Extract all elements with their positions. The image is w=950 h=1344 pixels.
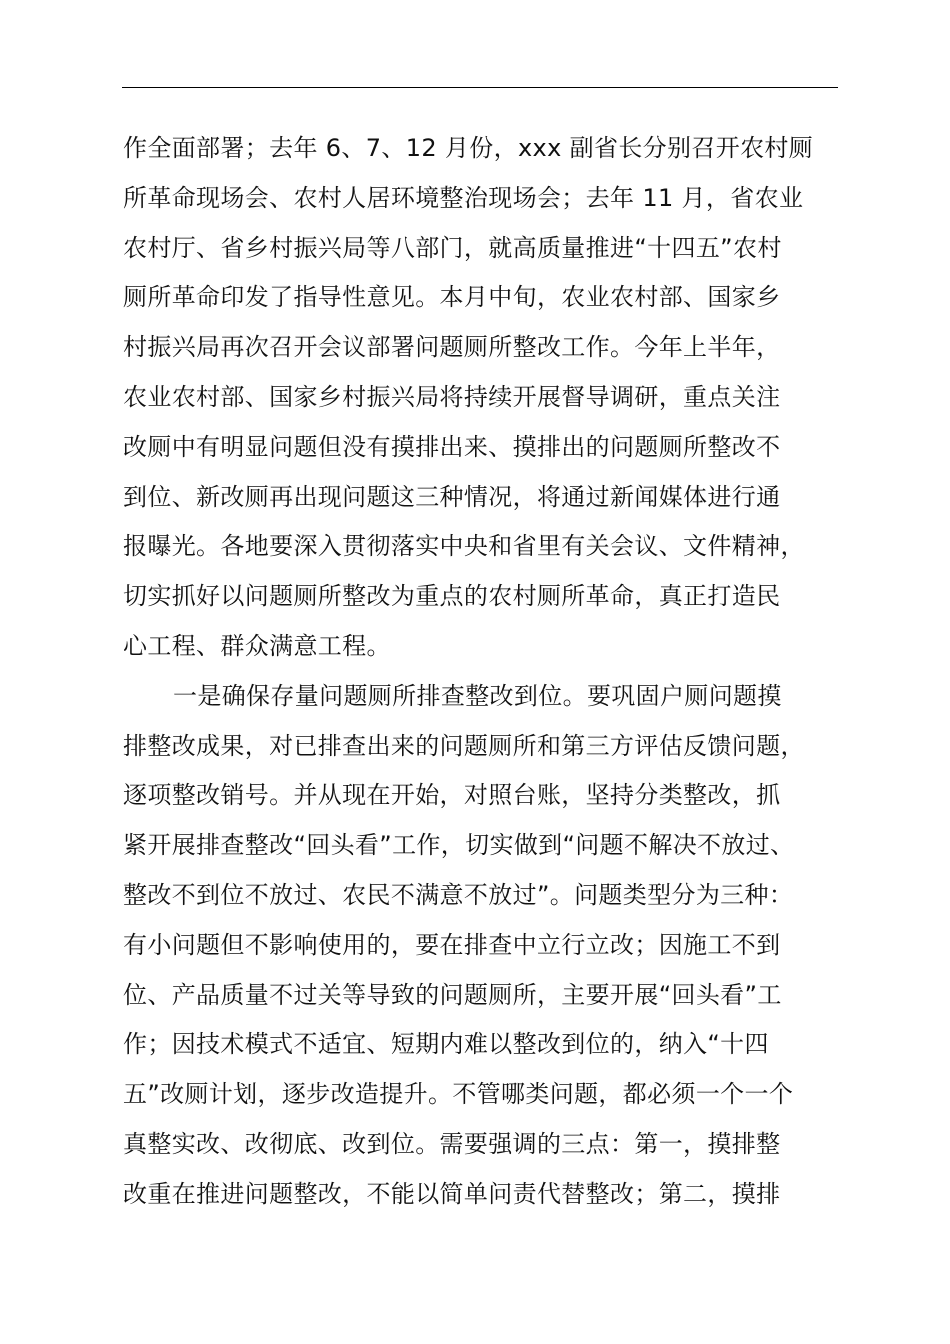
text-line: 所革命现场会、农村人居环境整治现场会；去年 11 月，省农业 <box>123 183 804 212</box>
text-line: 排整改成果，对已排查出来的问题厕所和第三方评估反馈问题， <box>123 731 805 760</box>
text-line: 五”改厕计划，逐步改造提升。不管哪类问题，都必须一个一个 <box>123 1080 794 1109</box>
text-line: 农村厅、省乡村振兴局等八部门，就高质量推进“十四五”农村 <box>123 233 782 262</box>
text-line: 农业农村部、国家乡村振兴局将持续开展督导调研，重点关注 <box>123 382 781 411</box>
text-line: 切实抓好以问题厕所整改为重点的农村厕所革命，真正打造民 <box>123 582 781 611</box>
text-line: 位、产品质量不过关等导致的问题厕所，主要开展“回头看”工 <box>123 980 782 1009</box>
text-line: 改厕中有明显问题但没有摸排出来、摸排出的问题厕所整改不 <box>123 432 781 461</box>
text-line: 村振兴局再次召开会议部署问题厕所整改工作。今年上半年， <box>123 333 781 362</box>
text-line: 真整实改、改彻底、改到位。需要强调的三点：第一，摸排整 <box>123 1129 781 1158</box>
text-line: 到位、新改厕再出现问题这三种情况，将通过新闻媒体进行通 <box>123 482 781 511</box>
paragraph-start-line: 一是确保存量问题厕所排查整改到位。要巩固户厕问题摸 <box>173 681 782 710</box>
text-line: 厕所革命印发了指导性意见。本月中旬，农业农村部、国家乡 <box>123 283 781 312</box>
header-rule <box>122 87 838 88</box>
text-line: 整改不到位不放过、农民不满意不放过”。问题类型分为三种： <box>123 880 794 909</box>
text-line: 有小问题但不影响使用的，要在排查中立行立改；因施工不到 <box>123 930 781 959</box>
text-line: 紧开展排查整改“回头看”工作，切实做到“问题不解决不放过、 <box>123 831 795 860</box>
text-line: 逐项整改销号。并从现在开始，对照台账，坚持分类整改，抓 <box>123 781 781 810</box>
text-line: 作全面部署；去年 6、7、12 月份，xxx 副省长分别召开农村厕 <box>123 134 814 162</box>
text-line: 报曝光。各地要深入贯彻落实中央和省里有关会议、文件精神， <box>123 532 805 561</box>
text-line: 作；因技术模式不适宜、短期内难以整改到位的，纳入“十四 <box>123 1030 769 1059</box>
text-line: 改重在推进问题整改，不能以简单问责代替整改；第二，摸排 <box>123 1179 781 1208</box>
text-line: 心工程、群众满意工程。 <box>123 631 391 660</box>
body-text <box>123 124 843 1220</box>
